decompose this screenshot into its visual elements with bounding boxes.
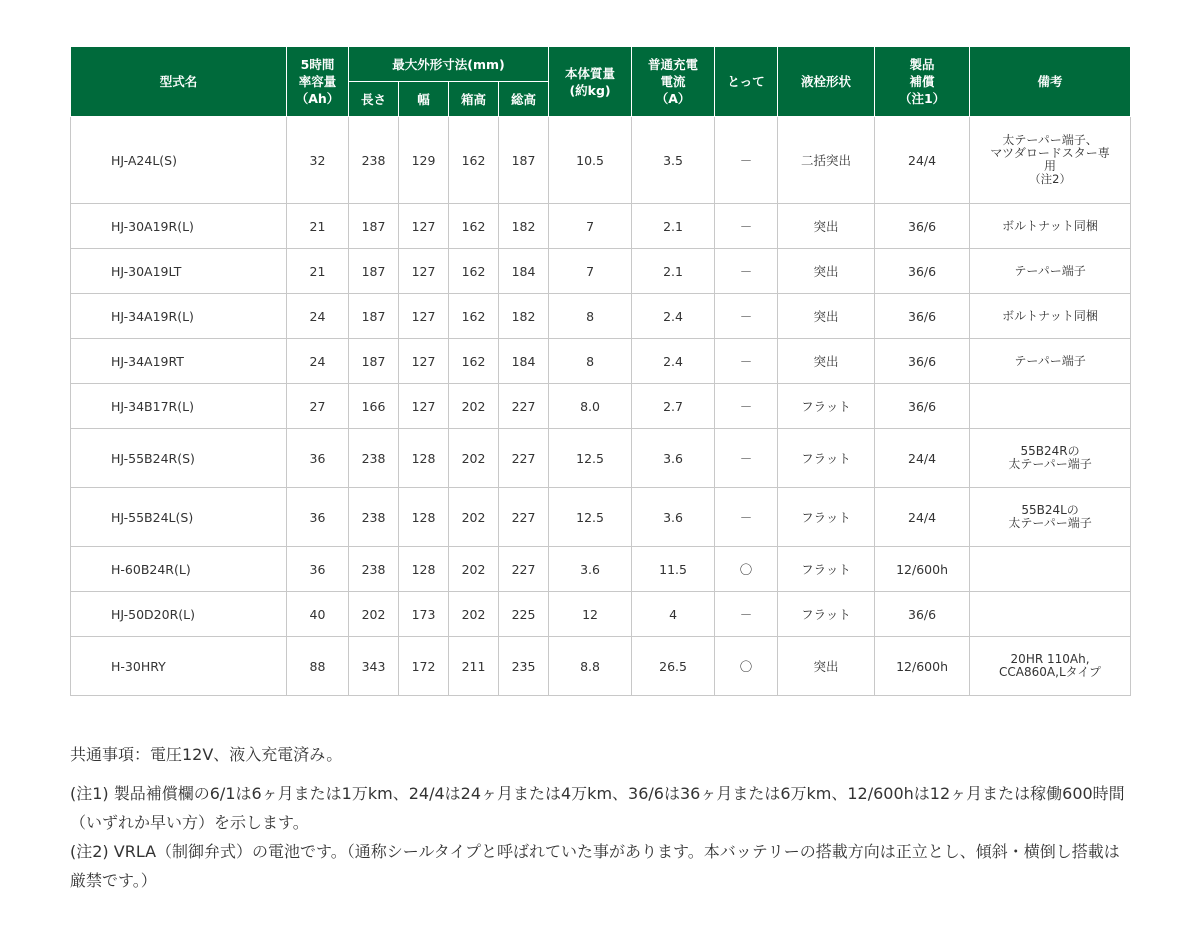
cell-length: 187 (349, 294, 399, 339)
cell-width: 129 (399, 117, 449, 204)
cell-model: HJ-55B24L(S) (71, 488, 287, 547)
cell-model: HJ-A24L(S) (71, 117, 287, 204)
footnote-1: (注1) 製品補償欄の6/1は6ヶ月または1万km、24/4は24ヶ月または4万km、36/6は36ヶ月または6万km、12/600hは12ヶ月または稼働600時間（いずれか早い方）を示します。 (70, 784, 1125, 832)
cell-plug-shape: フラット (778, 592, 875, 637)
cell-weight: 7 (549, 204, 632, 249)
remarks-line: CCA860A,Lタイプ (999, 665, 1102, 679)
remarks-line: テーパー端子 (1014, 263, 1086, 278)
header-weight: 本体質量 (約kg) (549, 47, 632, 117)
cell-capacity: 40 (287, 592, 349, 637)
cell-box-height: 202 (449, 592, 499, 637)
header-width: 幅 (399, 82, 449, 117)
cell-charge-current: 2.4 (632, 339, 715, 384)
cell-plug-shape: 二括突出 (778, 117, 875, 204)
remarks-line: 20HR 110Ah, (1010, 652, 1090, 666)
table-row (71, 339, 1131, 384)
cell-width: 127 (399, 384, 449, 429)
header-plug-shape: 液栓形状 (778, 47, 875, 117)
cell-length: 166 (349, 384, 399, 429)
cell-length: 238 (349, 547, 399, 592)
cell-handle: 〇 (715, 547, 778, 592)
cell-warranty: 36/6 (875, 294, 970, 339)
cell-capacity: 24 (287, 339, 349, 384)
footnote-2: (注2) VRLA（制御弁式）の電池です。（通称シールタイプと呼ばれていた事があります。本バッテリーの搭載方向は正立とし、傾斜・横倒し搭載は厳禁です。） (70, 842, 1120, 890)
cell-total-height: 182 (499, 294, 549, 339)
cell-length: 343 (349, 637, 399, 696)
cell-handle: － (715, 384, 778, 429)
cell-plug-shape: 突出 (778, 637, 875, 696)
cell-total-height: 184 (499, 339, 549, 384)
cell-remarks (970, 547, 1131, 592)
cell-warranty: 36/6 (875, 249, 970, 294)
cell-charge-current: 11.5 (632, 547, 715, 592)
cell-plug-shape: 突出 (778, 249, 875, 294)
cell-plug-shape: フラット (778, 429, 875, 488)
cell-length: 238 (349, 117, 399, 204)
cell-length: 187 (349, 249, 399, 294)
cell-box-height: 162 (449, 249, 499, 294)
remarks-line: 太テーパー端子 (1008, 457, 1092, 471)
cell-total-height: 227 (499, 488, 549, 547)
cell-plug-shape: フラット (778, 488, 875, 547)
cell-model: HJ-34A19RT (71, 339, 287, 384)
common-note: 共通事項：電圧12V、液入充電済み。 (70, 745, 343, 764)
table-body (71, 117, 1131, 696)
remarks-line: マツダロードスター専 (990, 146, 1110, 160)
cell-warranty: 24/4 (875, 488, 970, 547)
header-box-height: 箱高 (449, 82, 499, 117)
cell-charge-current: 4 (632, 592, 715, 637)
cell-capacity: 27 (287, 384, 349, 429)
table-row (71, 204, 1131, 249)
table-row (71, 637, 1131, 696)
cell-box-height: 162 (449, 339, 499, 384)
cell-total-height: 187 (499, 117, 549, 204)
cell-charge-current: 2.1 (632, 204, 715, 249)
cell-charge-current: 3.6 (632, 429, 715, 488)
remarks-line: （注2） (1029, 172, 1071, 186)
table-row (71, 117, 1131, 204)
cell-length: 187 (349, 204, 399, 249)
cell-charge-current: 2.4 (632, 294, 715, 339)
cell-total-height: 184 (499, 249, 549, 294)
cell-handle: 〇 (715, 637, 778, 696)
cell-model: HJ-34A19R(L) (71, 294, 287, 339)
cell-model: H-60B24R(L) (71, 547, 287, 592)
cell-weight: 10.5 (549, 117, 632, 204)
cell-length: 202 (349, 592, 399, 637)
header-charge-current: 普通充電 電流 （A） (632, 47, 715, 117)
cell-warranty: 12/600h (875, 637, 970, 696)
header-total-height: 総高 (499, 82, 549, 117)
cell-remarks (970, 339, 1131, 384)
cell-capacity: 36 (287, 488, 349, 547)
table-row (71, 547, 1131, 592)
cell-weight: 8 (549, 339, 632, 384)
cell-model: HJ-34B17R(L) (71, 384, 287, 429)
cell-warranty: 24/4 (875, 429, 970, 488)
cell-width: 128 (399, 488, 449, 547)
cell-plug-shape: 突出 (778, 204, 875, 249)
cell-plug-shape: フラット (778, 384, 875, 429)
cell-remarks (970, 249, 1131, 294)
cell-box-height: 202 (449, 384, 499, 429)
remarks-line: 用 (1044, 159, 1057, 173)
cell-total-height: 227 (499, 429, 549, 488)
header-length: 長さ (349, 82, 399, 117)
cell-weight: 12.5 (549, 429, 632, 488)
table-row (71, 384, 1131, 429)
cell-warranty: 36/6 (875, 384, 970, 429)
cell-remarks (970, 637, 1131, 696)
cell-remarks (970, 488, 1131, 547)
table-row (71, 294, 1131, 339)
cell-handle: － (715, 117, 778, 204)
cell-weight: 12 (549, 592, 632, 637)
header-warranty: 製品 補償 （注1） (875, 47, 970, 117)
cell-charge-current: 3.6 (632, 488, 715, 547)
header-dimensions: 最大外形寸法(mm) (349, 47, 549, 82)
cell-remarks (970, 204, 1131, 249)
table-row (71, 249, 1131, 294)
cell-width: 127 (399, 294, 449, 339)
cell-model: HJ-30A19R(L) (71, 204, 287, 249)
cell-capacity: 32 (287, 117, 349, 204)
remarks-line: テーパー端子 (1014, 353, 1086, 368)
cell-charge-current: 2.7 (632, 384, 715, 429)
cell-width: 173 (399, 592, 449, 637)
cell-remarks (970, 117, 1131, 204)
cell-warranty: 12/600h (875, 547, 970, 592)
cell-length: 238 (349, 429, 399, 488)
cell-warranty: 36/6 (875, 204, 970, 249)
table-row (71, 429, 1131, 488)
cell-weight: 7 (549, 249, 632, 294)
table-header (71, 47, 1131, 117)
cell-warranty: 36/6 (875, 592, 970, 637)
cell-remarks (970, 429, 1131, 488)
cell-weight: 8.8 (549, 637, 632, 696)
cell-handle: － (715, 488, 778, 547)
cell-width: 127 (399, 249, 449, 294)
cell-box-height: 202 (449, 488, 499, 547)
cell-total-height: 227 (499, 384, 549, 429)
cell-model: HJ-30A19LT (71, 249, 287, 294)
cell-model: HJ-55B24R(S) (71, 429, 287, 488)
cell-model: HJ-50D20R(L) (71, 592, 287, 637)
cell-handle: － (715, 339, 778, 384)
cell-remarks (970, 294, 1131, 339)
cell-box-height: 162 (449, 204, 499, 249)
cell-remarks (970, 592, 1131, 637)
cell-weight: 12.5 (549, 488, 632, 547)
cell-handle: － (715, 204, 778, 249)
cell-charge-current: 26.5 (632, 637, 715, 696)
cell-charge-current: 3.5 (632, 117, 715, 204)
cell-width: 128 (399, 429, 449, 488)
cell-width: 172 (399, 637, 449, 696)
cell-capacity: 24 (287, 294, 349, 339)
cell-warranty: 24/4 (875, 117, 970, 204)
cell-box-height: 162 (449, 294, 499, 339)
cell-handle: － (715, 294, 778, 339)
header-row-1 (71, 47, 1131, 82)
cell-capacity: 36 (287, 547, 349, 592)
header-model: 型式名 (71, 47, 287, 117)
cell-box-height: 202 (449, 429, 499, 488)
cell-total-height: 227 (499, 547, 549, 592)
cell-length: 187 (349, 339, 399, 384)
cell-handle: － (715, 592, 778, 637)
cell-handle: － (715, 249, 778, 294)
cell-width: 127 (399, 204, 449, 249)
battery-spec-table (70, 46, 1131, 696)
cell-total-height: 235 (499, 637, 549, 696)
cell-warranty: 36/6 (875, 339, 970, 384)
cell-total-height: 225 (499, 592, 549, 637)
table-row (71, 488, 1131, 547)
cell-capacity: 21 (287, 204, 349, 249)
cell-capacity: 36 (287, 429, 349, 488)
table-row (71, 592, 1131, 637)
cell-weight: 8 (549, 294, 632, 339)
cell-model: H-30HRY (71, 637, 287, 696)
cell-capacity: 21 (287, 249, 349, 294)
remarks-line: ボルトナット同梱 (1002, 308, 1098, 323)
remarks-line: ボルトナット同梱 (1002, 218, 1098, 233)
header-capacity: 5時間 率容量 （Ah） (287, 47, 349, 117)
cell-charge-current: 2.1 (632, 249, 715, 294)
cell-total-height: 182 (499, 204, 549, 249)
cell-plug-shape: 突出 (778, 294, 875, 339)
cell-weight: 8.0 (549, 384, 632, 429)
header-remarks: 備考 (970, 47, 1131, 117)
cell-capacity: 88 (287, 637, 349, 696)
cell-plug-shape: フラット (778, 547, 875, 592)
remarks-line: 太テーパー端子 (1008, 516, 1092, 530)
remarks-line: 55B24Rの (1020, 444, 1080, 458)
notes-section (70, 740, 1130, 895)
cell-width: 127 (399, 339, 449, 384)
cell-plug-shape: 突出 (778, 339, 875, 384)
cell-box-height: 162 (449, 117, 499, 204)
cell-box-height: 202 (449, 547, 499, 592)
remarks-line: 太テーパー端子、 (1002, 133, 1098, 147)
cell-weight: 3.6 (549, 547, 632, 592)
cell-width: 128 (399, 547, 449, 592)
cell-handle: － (715, 429, 778, 488)
remarks-line: 55B24Lの (1021, 503, 1079, 517)
cell-box-height: 211 (449, 637, 499, 696)
cell-remarks (970, 384, 1131, 429)
cell-length: 238 (349, 488, 399, 547)
header-handle: とって (715, 47, 778, 117)
